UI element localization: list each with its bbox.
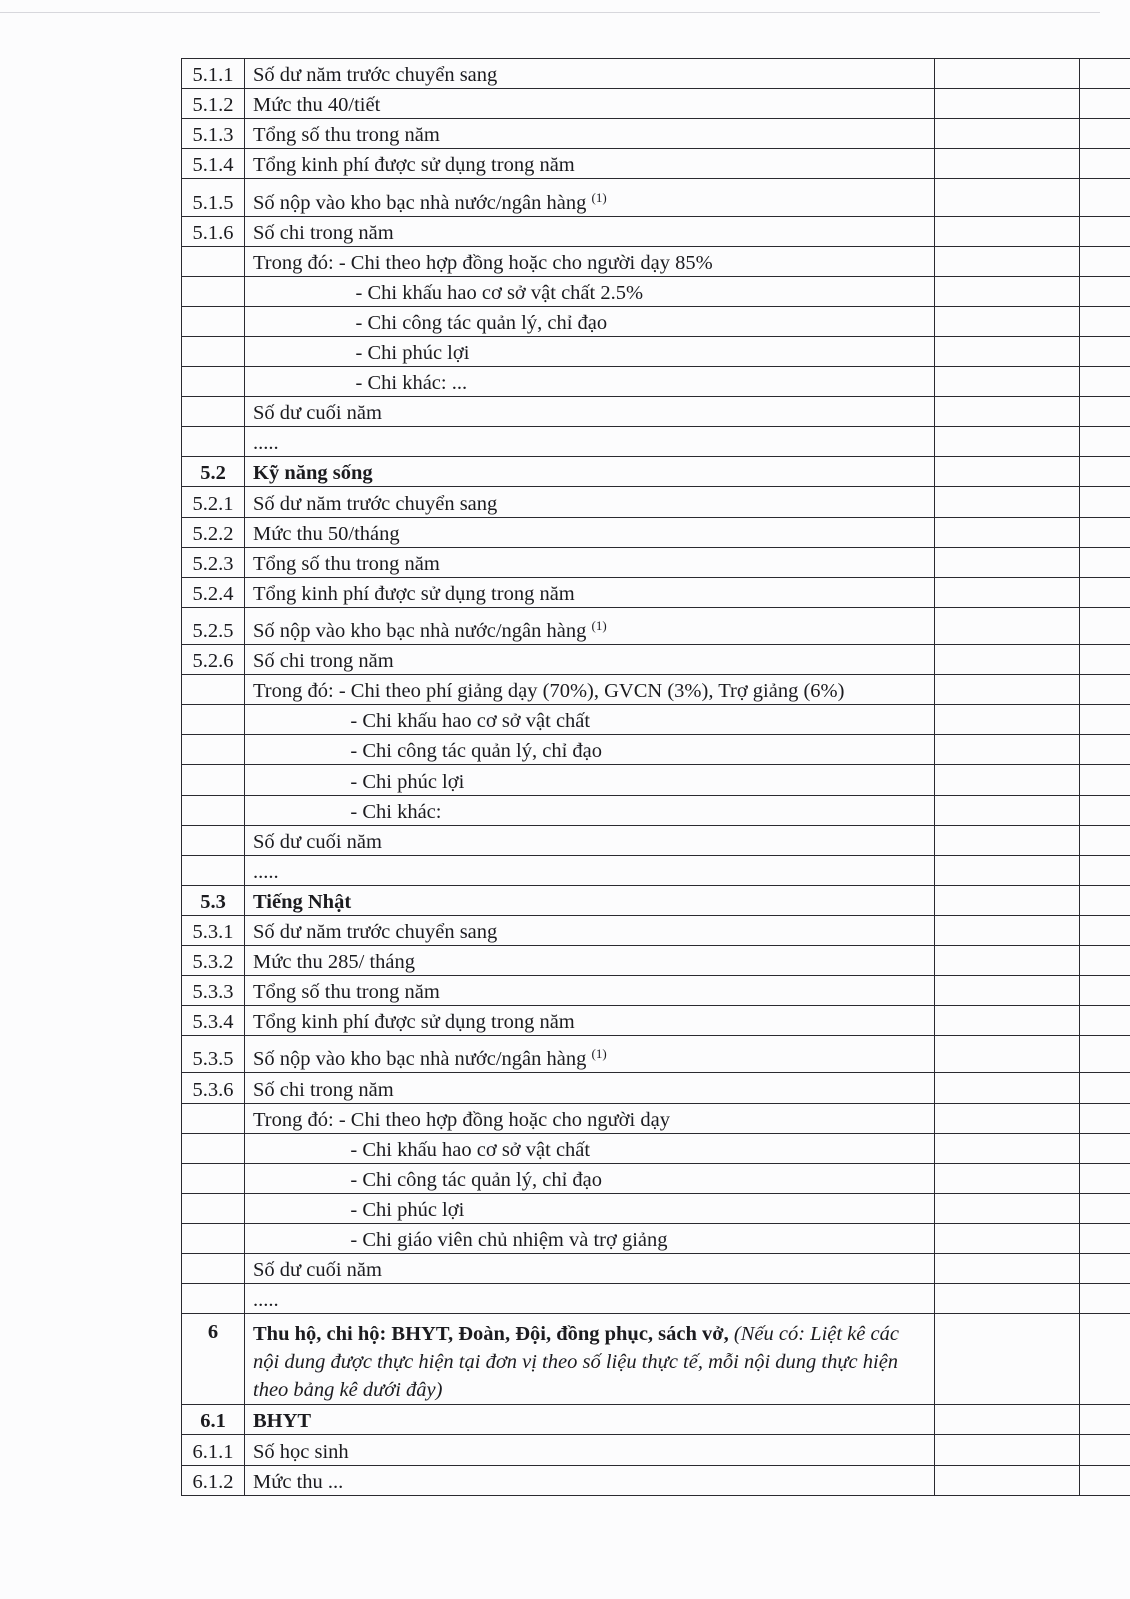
row-description <box>245 149 935 179</box>
row-text: Trong đó: - Chi theo hợp đồng hoặc cho người dạy 85% <box>253 251 713 274</box>
row-text: Thu hộ, chi hộ: BHYT, Đoàn, Đội, đồng phục, sách vở, <box>253 1323 729 1346</box>
table-row-5-3 <box>182 885 1130 915</box>
table-row-5-1-6 <box>182 216 1130 246</box>
value-cell-1 <box>935 735 1080 765</box>
row-description <box>245 1435 935 1465</box>
table-row-5-2-1 <box>182 487 1130 517</box>
row-text: Số dư cuối năm <box>253 1259 382 1282</box>
row-text: Tổng kinh phí được sử dụng trong năm <box>253 582 575 605</box>
value-cell-2 <box>1080 1224 1130 1254</box>
value-cell-1 <box>935 306 1080 336</box>
row-code: 5.1.4 <box>182 149 245 179</box>
row-text: Mức thu 40/tiết <box>253 94 381 117</box>
table-row <box>182 705 1130 735</box>
row-code: 5.3.3 <box>182 976 245 1006</box>
table-row-5-1-4 <box>182 149 1130 179</box>
row-text: - Chi khấu hao cơ sở vật chất <box>253 710 591 733</box>
table-row-5-2-2 <box>182 517 1130 547</box>
row-description <box>245 1284 935 1314</box>
row-text: - Chi công tác quản lý, chỉ đạo <box>253 1168 603 1191</box>
row-text: - Chi công tác quản lý, chỉ đạo <box>253 311 608 334</box>
row-text: Số học sinh <box>253 1440 349 1463</box>
table-row-5-1-5 <box>182 179 1130 216</box>
table-row <box>182 1163 1130 1193</box>
row-code <box>182 336 245 366</box>
value-cell-1 <box>935 1103 1080 1133</box>
table-row-5-2-6 <box>182 644 1130 674</box>
row-code: 5.2 <box>182 457 245 487</box>
value-cell-1 <box>935 59 1080 89</box>
row-text: - Chi giáo viên chủ nhiệm và trợ giảng <box>253 1229 668 1252</box>
row-description <box>245 644 935 674</box>
table-row <box>182 675 1130 705</box>
value-cell-2 <box>1080 795 1130 825</box>
row-code <box>182 825 245 855</box>
value-cell-2 <box>1080 547 1130 577</box>
value-cell-1 <box>935 1163 1080 1193</box>
table-row-5-2-4 <box>182 577 1130 607</box>
row-text: - Chi công tác quản lý, chỉ đạo <box>253 740 603 763</box>
table-row <box>182 276 1130 306</box>
row-text: Số chi trong năm <box>253 1078 394 1101</box>
value-cell-1 <box>935 149 1080 179</box>
row-description <box>245 735 935 765</box>
row-code: 5.2.3 <box>182 547 245 577</box>
row-text: Số dư cuối năm <box>253 402 382 425</box>
value-cell-1 <box>935 1036 1080 1073</box>
row-code <box>182 1103 245 1133</box>
table-row <box>182 306 1130 336</box>
row-code <box>182 855 245 885</box>
row-code: 5.3.2 <box>182 946 245 976</box>
row-description <box>245 795 935 825</box>
value-cell-1 <box>935 1254 1080 1284</box>
value-cell-2 <box>1080 765 1130 795</box>
value-cell-1 <box>935 976 1080 1006</box>
row-text: Số nộp vào kho bạc nhà nước/ngân hàng <box>253 619 587 642</box>
value-cell-1 <box>935 825 1080 855</box>
value-cell-1 <box>935 457 1080 487</box>
value-cell-2 <box>1080 607 1130 644</box>
value-cell-2 <box>1080 705 1130 735</box>
row-description <box>245 765 935 795</box>
row-description <box>245 915 935 945</box>
row-text: - Chi khấu hao cơ sở vật chất <box>253 1138 591 1161</box>
row-text: Tổng kinh phí được sử dụng trong năm <box>253 154 575 177</box>
value-cell-2 <box>1080 59 1130 89</box>
value-cell-2 <box>1080 306 1130 336</box>
row-description <box>245 336 935 366</box>
value-cell-2 <box>1080 1036 1130 1073</box>
footnote-marker: (1) <box>591 1046 607 1062</box>
table-row-5-3-1 <box>182 915 1130 945</box>
value-cell-2 <box>1080 367 1130 397</box>
value-cell-2 <box>1080 855 1130 885</box>
row-description <box>245 397 935 427</box>
row-description <box>245 705 935 735</box>
value-cell-1 <box>935 89 1080 119</box>
table-row-5-3-4 <box>182 1006 1130 1036</box>
table-row-5-1-3 <box>182 119 1130 149</box>
row-code <box>182 675 245 705</box>
value-cell-1 <box>935 1133 1080 1163</box>
value-cell-1 <box>935 795 1080 825</box>
row-text: Tổng số thu trong năm <box>253 124 440 147</box>
row-description <box>245 246 935 276</box>
footnote-marker: (1) <box>591 189 607 205</box>
value-cell-1 <box>935 397 1080 427</box>
row-code <box>182 1163 245 1193</box>
value-cell-2 <box>1080 1193 1130 1223</box>
table-row <box>182 397 1130 427</box>
value-cell-2 <box>1080 735 1130 765</box>
value-cell-1 <box>935 336 1080 366</box>
value-cell-2 <box>1080 1073 1130 1103</box>
row-code: 5.1.3 <box>182 119 245 149</box>
value-cell-2 <box>1080 1284 1130 1314</box>
value-cell-1 <box>935 1224 1080 1254</box>
row-text: Trong đó: - Chi theo hợp đồng hoặc cho người dạy <box>253 1108 670 1131</box>
row-description <box>245 1133 935 1163</box>
row-description <box>245 517 935 547</box>
value-cell-1 <box>935 607 1080 644</box>
row-code: 6 <box>182 1314 245 1405</box>
value-cell-2 <box>1080 246 1130 276</box>
row-code <box>182 1133 245 1163</box>
row-code: 5.1.6 <box>182 216 245 246</box>
value-cell-1 <box>935 517 1080 547</box>
row-description <box>245 59 935 89</box>
row-text: - Chi khác: ... <box>253 372 468 395</box>
value-cell-1 <box>935 1073 1080 1103</box>
row-description <box>245 1006 935 1036</box>
row-text: ..... <box>253 1289 279 1312</box>
row-description <box>245 216 935 246</box>
row-code: 5.2.4 <box>182 577 245 607</box>
value-cell-2 <box>1080 1465 1130 1495</box>
row-description <box>245 1163 935 1193</box>
row-text: Mức thu 50/tháng <box>253 522 400 545</box>
row-code <box>182 705 245 735</box>
value-cell-1 <box>935 367 1080 397</box>
row-code <box>182 306 245 336</box>
row-description <box>245 89 935 119</box>
row-text: Tổng kinh phí được sử dụng trong năm <box>253 1011 575 1034</box>
value-cell-2 <box>1080 915 1130 945</box>
table-row-5-1-2 <box>182 89 1130 119</box>
value-cell-1 <box>935 276 1080 306</box>
value-cell-1 <box>935 1465 1080 1495</box>
value-cell-2 <box>1080 675 1130 705</box>
value-cell-2 <box>1080 644 1130 674</box>
value-cell-1 <box>935 1314 1080 1405</box>
table-row-5-2-5 <box>182 607 1130 644</box>
row-code: 6.1 <box>182 1405 245 1435</box>
value-cell-2 <box>1080 976 1130 1006</box>
table-row-6-1-2 <box>182 1465 1130 1495</box>
table-row <box>182 855 1130 885</box>
value-cell-1 <box>935 855 1080 885</box>
row-code <box>182 367 245 397</box>
value-cell-2 <box>1080 216 1130 246</box>
value-cell-2 <box>1080 825 1130 855</box>
value-cell-1 <box>935 1006 1080 1036</box>
table-row-5-3-3 <box>182 976 1130 1006</box>
row-description <box>245 1103 935 1133</box>
row-code: 5.1.2 <box>182 89 245 119</box>
row-text: - Chi khác: <box>253 800 442 823</box>
row-text: Mức thu 285/ tháng <box>253 951 415 974</box>
value-cell-2 <box>1080 1133 1130 1163</box>
row-text: - Chi phúc lợi <box>253 1199 465 1222</box>
value-cell-1 <box>935 487 1080 517</box>
value-cell-1 <box>935 577 1080 607</box>
table-row <box>182 336 1130 366</box>
value-cell-1 <box>935 246 1080 276</box>
row-text: Trong đó: - Chi theo phí giảng dạy (70%), GVCN (3%), Trợ giảng (6%) <box>253 680 845 703</box>
table-row <box>182 427 1130 457</box>
value-cell-2 <box>1080 179 1130 216</box>
footnote-marker: (1) <box>591 617 607 633</box>
row-description <box>245 457 935 487</box>
row-text: Tổng số thu trong năm <box>253 981 440 1004</box>
row-code <box>182 397 245 427</box>
row-description <box>245 1314 935 1405</box>
row-code: 5.3 <box>182 885 245 915</box>
row-text: ..... <box>253 860 279 883</box>
row-code: 6.1.1 <box>182 1435 245 1465</box>
row-code: 5.2.5 <box>182 607 245 644</box>
table-row-5-1-1 <box>182 59 1130 89</box>
table-row-5-2-3 <box>182 547 1130 577</box>
row-description <box>245 1465 935 1495</box>
table-row-5-3-6 <box>182 1073 1130 1103</box>
table-body <box>182 59 1130 1496</box>
row-code: 5.1.1 <box>182 59 245 89</box>
row-code: 5.3.5 <box>182 1036 245 1073</box>
row-description <box>245 427 935 457</box>
table-row <box>182 795 1130 825</box>
table-row <box>182 825 1130 855</box>
value-cell-2 <box>1080 1254 1130 1284</box>
value-cell-2 <box>1080 517 1130 547</box>
table-row <box>182 246 1130 276</box>
value-cell-1 <box>935 179 1080 216</box>
value-cell-1 <box>935 1284 1080 1314</box>
row-description <box>245 487 935 517</box>
row-description <box>245 119 935 149</box>
row-description <box>245 976 935 1006</box>
row-code: 6.1.2 <box>182 1465 245 1495</box>
value-cell-2 <box>1080 1103 1130 1133</box>
table-row-6 <box>182 1314 1130 1405</box>
scan-edge-line <box>0 12 1100 13</box>
value-cell-2 <box>1080 149 1130 179</box>
value-cell-2 <box>1080 885 1130 915</box>
row-description <box>245 1073 935 1103</box>
row-description <box>245 855 935 885</box>
value-cell-2 <box>1080 457 1130 487</box>
value-cell-2 <box>1080 946 1130 976</box>
table-row-5-2 <box>182 457 1130 487</box>
value-cell-1 <box>935 1193 1080 1223</box>
value-cell-2 <box>1080 1314 1130 1405</box>
value-cell-1 <box>935 1435 1080 1465</box>
table-row-6-1-1 <box>182 1435 1130 1465</box>
value-cell-1 <box>935 705 1080 735</box>
table-row <box>182 1193 1130 1223</box>
row-text: ..... <box>253 432 279 455</box>
row-code: 5.2.1 <box>182 487 245 517</box>
row-text: Số dư năm trước chuyển sang <box>253 921 498 944</box>
table-row <box>182 1284 1130 1314</box>
value-cell-1 <box>935 675 1080 705</box>
value-cell-2 <box>1080 577 1130 607</box>
table-row <box>182 765 1130 795</box>
row-text: Số chi trong năm <box>253 650 394 673</box>
value-cell-1 <box>935 547 1080 577</box>
row-description <box>245 547 935 577</box>
value-cell-2 <box>1080 276 1130 306</box>
value-cell-1 <box>935 644 1080 674</box>
row-description <box>245 607 935 644</box>
row-code: 5.1.5 <box>182 179 245 216</box>
value-cell-1 <box>935 427 1080 457</box>
row-description <box>245 1254 935 1284</box>
row-code <box>182 765 245 795</box>
row-description <box>245 675 935 705</box>
row-text: Tiếng Nhật <box>253 890 352 913</box>
row-code: 5.3.4 <box>182 1006 245 1036</box>
row-note: (Nếu có: Liệt kê các nội dung được thực hiện tại đơn vị theo số liệu thực tế, mỗi nội dung thực hiện theo bảng kê dưới đây) <box>253 1323 899 1402</box>
row-code <box>182 246 245 276</box>
table-row <box>182 1254 1130 1284</box>
row-description <box>245 577 935 607</box>
row-text: Số dư năm trước chuyển sang <box>253 492 498 515</box>
value-cell-1 <box>935 1405 1080 1435</box>
row-text: Số chi trong năm <box>253 221 394 244</box>
row-description <box>245 276 935 306</box>
row-code: 5.2.2 <box>182 517 245 547</box>
row-code <box>182 1193 245 1223</box>
value-cell-2 <box>1080 1163 1130 1193</box>
table-row <box>182 1103 1130 1133</box>
row-text: Số dư cuối năm <box>253 830 382 853</box>
row-code <box>182 427 245 457</box>
row-code: 5.3.6 <box>182 1073 245 1103</box>
table-row-5-3-5 <box>182 1036 1130 1073</box>
row-text: BHYT <box>253 1410 312 1433</box>
value-cell-2 <box>1080 336 1130 366</box>
value-cell-1 <box>935 119 1080 149</box>
value-cell-1 <box>935 765 1080 795</box>
row-code: 5.3.1 <box>182 915 245 945</box>
document-page <box>181 58 1084 1496</box>
row-description <box>245 946 935 976</box>
row-text: Mức thu ... <box>253 1471 344 1493</box>
row-code <box>182 735 245 765</box>
table-row <box>182 367 1130 397</box>
row-description <box>245 1036 935 1073</box>
row-description <box>245 825 935 855</box>
value-cell-1 <box>935 915 1080 945</box>
row-description <box>245 179 935 216</box>
row-text: - Chi phúc lợi <box>253 342 470 365</box>
row-description <box>245 885 935 915</box>
row-description <box>245 1193 935 1223</box>
value-cell-2 <box>1080 1405 1130 1435</box>
table-row <box>182 1224 1130 1254</box>
value-cell-2 <box>1080 487 1130 517</box>
row-text: Kỹ năng sống <box>253 462 373 485</box>
table-row <box>182 735 1130 765</box>
value-cell-2 <box>1080 89 1130 119</box>
value-cell-1 <box>935 946 1080 976</box>
row-text: - Chi khấu hao cơ sở vật chất 2.5% <box>253 281 644 304</box>
row-code <box>182 1284 245 1314</box>
table-row-6-1 <box>182 1405 1130 1435</box>
row-description <box>245 306 935 336</box>
value-cell-2 <box>1080 1435 1130 1465</box>
value-cell-2 <box>1080 119 1130 149</box>
row-code <box>182 1254 245 1284</box>
row-text: Số dư năm trước chuyển sang <box>253 64 498 87</box>
value-cell-2 <box>1080 397 1130 427</box>
row-description <box>245 1405 935 1435</box>
table-row-5-3-2 <box>182 946 1130 976</box>
row-text: Số nộp vào kho bạc nhà nước/ngân hàng <box>253 1048 587 1071</box>
budget-table <box>181 58 1130 1496</box>
row-code: 5.2.6 <box>182 644 245 674</box>
value-cell-1 <box>935 216 1080 246</box>
row-text: Tổng số thu trong năm <box>253 552 440 575</box>
row-text: Số nộp vào kho bạc nhà nước/ngân hàng <box>253 191 587 214</box>
row-code <box>182 1224 245 1254</box>
value-cell-2 <box>1080 427 1130 457</box>
row-text: - Chi phúc lợi <box>253 770 465 793</box>
value-cell-1 <box>935 885 1080 915</box>
row-code <box>182 795 245 825</box>
row-code <box>182 276 245 306</box>
row-description <box>245 367 935 397</box>
row-description <box>245 1224 935 1254</box>
value-cell-2 <box>1080 1006 1130 1036</box>
table-row <box>182 1133 1130 1163</box>
